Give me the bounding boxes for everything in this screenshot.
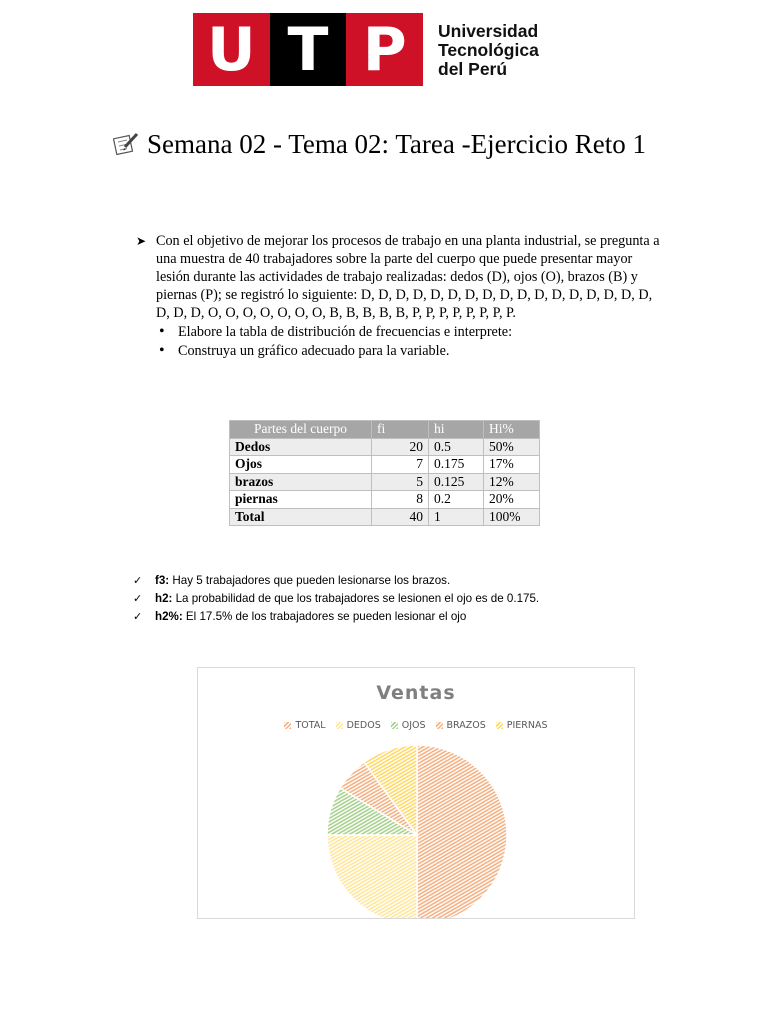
bullet-dot-icon: • bbox=[159, 323, 165, 340]
legend-label: DEDOS bbox=[346, 720, 381, 731]
column-header: Partes del cuerpo bbox=[230, 421, 372, 439]
table-row bbox=[230, 438, 540, 456]
legend-label: TOTAL bbox=[295, 720, 326, 731]
pie-plot-area bbox=[198, 668, 634, 918]
intro-text: Con el objetivo de mejorar los procesos de trabajo en una planta industrial, se pregunta a una muestra de 40 trabajadores sobre la parte del cuerpo que puede presentar mayor lesión durante las actividades de trabajo realizadas: dedos (D), ojos (O), brazos (B) y piernas (P); se registró lo siguiente: D, D, D, D, D, D, D, D, D, D, D, D, D, D, D, D, D, D, D, D, O, O, O, O, O, O, O, B, B, B, B, B, P, P, P, P, P, P, P, P. bbox=[156, 233, 660, 321]
table-row bbox=[230, 491, 540, 509]
interpretation-key: f3: bbox=[155, 574, 170, 587]
table-cell: Dedos bbox=[230, 438, 372, 456]
university-name-line-1: Universidad bbox=[438, 21, 539, 41]
interpretation-key: h2%: bbox=[155, 610, 183, 623]
table-cell: Ojos bbox=[230, 456, 372, 474]
interpretation-key: h2: bbox=[155, 592, 173, 605]
interpretation-item bbox=[133, 608, 539, 626]
title-text: Semana 02 - Tema 02: Tarea -Ejercicio Reto 1 bbox=[147, 129, 647, 159]
table-cell: 0.2 bbox=[429, 491, 484, 509]
table-cell: 1 bbox=[429, 508, 484, 526]
intro-paragraph bbox=[134, 232, 664, 322]
table-cell: 17% bbox=[484, 456, 540, 474]
pie-chart bbox=[197, 667, 635, 919]
table-cell: 8 bbox=[372, 491, 429, 509]
table-cell: 40 bbox=[372, 508, 429, 526]
legend-label: BRAZOS bbox=[446, 720, 486, 731]
table-cell: 0.175 bbox=[429, 456, 484, 474]
university-name-line-2: Tecnológica bbox=[438, 40, 539, 60]
task-item bbox=[134, 342, 664, 360]
logo-letter-u: U bbox=[206, 14, 256, 85]
table-row bbox=[230, 456, 540, 474]
table-cell: 20 bbox=[372, 438, 429, 456]
column-header: hi bbox=[429, 421, 484, 439]
task-text: Elabore la tabla de distribución de frecuencias e interprete: bbox=[178, 324, 513, 340]
table-row bbox=[230, 473, 540, 491]
table-total-row bbox=[230, 508, 540, 526]
chart-title: Ventas bbox=[376, 682, 456, 704]
table-header-row bbox=[230, 421, 540, 439]
column-header: Hi% bbox=[484, 421, 540, 439]
utp-logo bbox=[193, 13, 423, 86]
table-cell: brazos bbox=[230, 473, 372, 491]
logo-letter-p: P bbox=[362, 14, 407, 85]
checkmark-icon: ✓ bbox=[133, 610, 143, 623]
frequency-table bbox=[229, 420, 540, 526]
task-text: Construya un gráfico adecuado para la variable. bbox=[178, 343, 450, 359]
checkmark-icon: ✓ bbox=[133, 574, 143, 587]
university-name-line-3: del Perú bbox=[438, 59, 508, 79]
bullet-dot-icon: • bbox=[159, 342, 165, 359]
pencil-memo-icon bbox=[113, 131, 139, 155]
table-cell: 0.5 bbox=[429, 438, 484, 456]
interpretation-text: El 17.5% de los trabajadores se pueden lesionar el ojo bbox=[182, 610, 467, 623]
page-title bbox=[113, 127, 683, 162]
table-cell: piernas bbox=[230, 491, 372, 509]
checkmark-icon: ✓ bbox=[133, 592, 143, 605]
university-name bbox=[438, 22, 539, 79]
table-cell: 100% bbox=[484, 508, 540, 526]
interpretation-item bbox=[133, 572, 539, 590]
table-cell: 5 bbox=[372, 473, 429, 491]
logo-letter-t: T bbox=[270, 13, 347, 86]
arrow-bullet-icon: ➤ bbox=[136, 234, 147, 248]
column-header: fi bbox=[372, 421, 429, 439]
interpretation-text: Hay 5 trabajadores que pueden lesionarse los brazos. bbox=[169, 574, 451, 587]
table-cell: 7 bbox=[372, 456, 429, 474]
legend-label: OJOS bbox=[401, 720, 426, 731]
pie-slice-total bbox=[417, 745, 507, 918]
table-cell: 12% bbox=[484, 473, 540, 491]
interpretation-list bbox=[133, 572, 539, 626]
task-item bbox=[134, 323, 664, 341]
interpretation-item bbox=[133, 590, 539, 608]
problem-statement bbox=[134, 232, 664, 360]
table-cell: Total bbox=[230, 508, 372, 526]
pie-slice-dedos bbox=[327, 835, 417, 918]
table-cell: 50% bbox=[484, 438, 540, 456]
table-cell: 0.125 bbox=[429, 473, 484, 491]
table-cell: 20% bbox=[484, 491, 540, 509]
interpretation-text: La probabilidad de que los trabajadores se lesionen el ojo es de 0.175. bbox=[172, 592, 540, 605]
legend-label: PIERNAS bbox=[506, 720, 548, 731]
